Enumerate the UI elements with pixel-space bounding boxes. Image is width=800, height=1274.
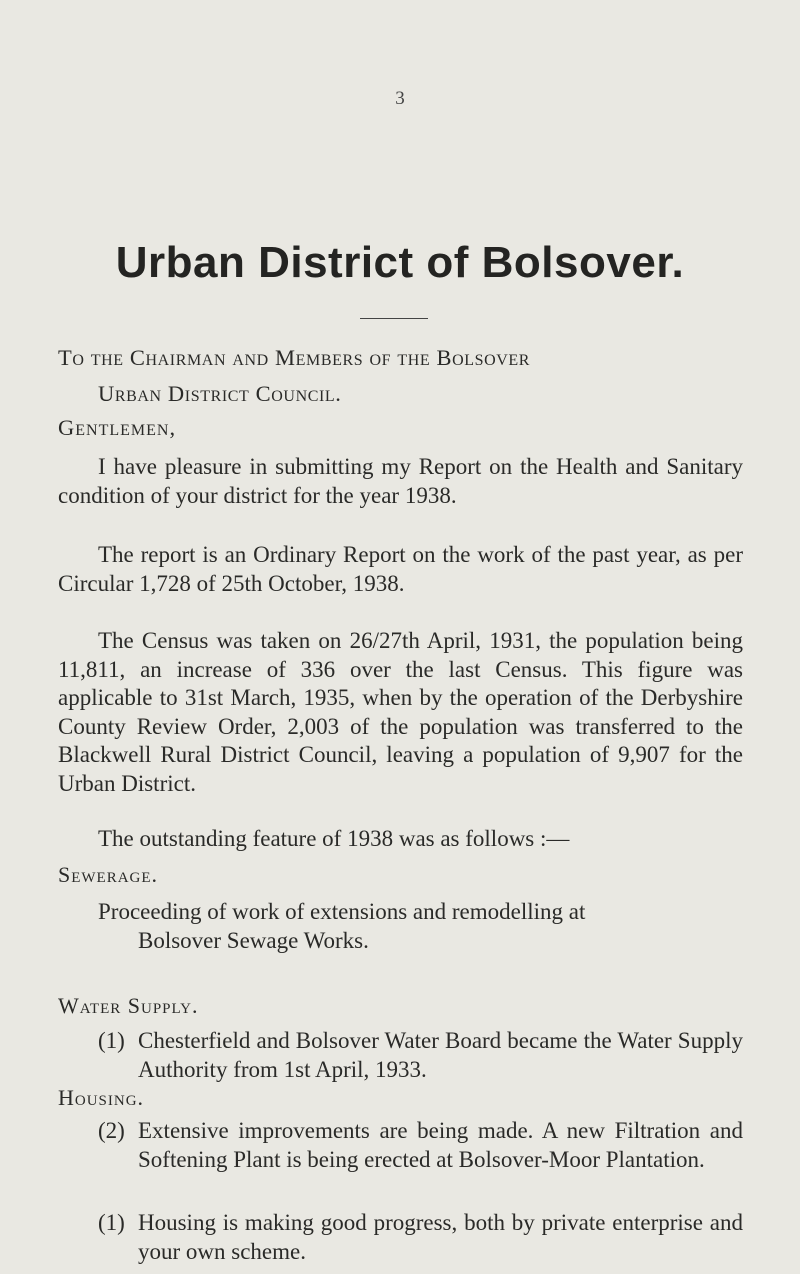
paragraph-1 [58, 453, 743, 510]
sewerage-text-line-2: Bolsover Sewage Works. [138, 927, 369, 953]
sewerage-text-line-1: Proceeding of work of extensions and remodelling at [98, 899, 586, 924]
sewerage-text [98, 898, 743, 955]
item-number: (2) [98, 1118, 125, 1143]
paragraph-text: I have pleasure in submitting my Report on the Health and Sanitary condition of your district for the year 1938. [58, 454, 743, 508]
salutation: Gentlemen, [58, 415, 177, 440]
item-text: Chesterfield and Bolsover Water Board became the Water Supply Authority from 1st April, 1933. [138, 1028, 743, 1082]
page-title: Urban District of Bolsover. [115, 238, 685, 287]
item-number: (1) [98, 1210, 125, 1235]
item-number: (1) [98, 1028, 125, 1053]
item-text: Housing is making good progress, both by private enterprise and your own scheme. [138, 1210, 743, 1264]
title-divider [360, 318, 428, 319]
item-text: Extensive improvements are being made. A new Filtration and Softening Plant is being erected at Bolsover-Moor Plantation. [138, 1118, 743, 1172]
paragraph-text: The report is an Ordinary Report on the work of the past year, as per Circular 1,728 of 25th October, 1938. [58, 542, 743, 596]
paragraph-text: The outstanding feature of 1938 was as follows :— [98, 826, 570, 851]
paragraph-3 [58, 627, 743, 798]
section-heading-water-supply: Water Supply. [58, 993, 199, 1018]
list-item [98, 1209, 743, 1266]
addressee-line-2: Urban District Council. [98, 381, 342, 406]
list-item [98, 1027, 743, 1084]
page-number: 3 [395, 88, 405, 109]
list-item [98, 1117, 743, 1174]
addressee [58, 340, 758, 412]
section-heading-housing: Housing. [58, 1085, 145, 1110]
section-heading-sewerage: Sewerage. [58, 862, 159, 887]
addressee-line-1: To the Chairman and Members of the Bolsover [58, 345, 531, 370]
paragraph-text: The Census was taken on 26/27th April, 1931, the population being 11,811, an increase of 336 over the last Census. This figure was applicable to 31st March, 1935, when by the operation of the Derbyshire County Review Order, 2,003 of the population was transferred to the Blackwell Rural District Council, leaving a population of 9,907 for the Urban District. [58, 628, 743, 796]
paragraph-4 [58, 825, 743, 854]
paragraph-2 [58, 541, 743, 598]
